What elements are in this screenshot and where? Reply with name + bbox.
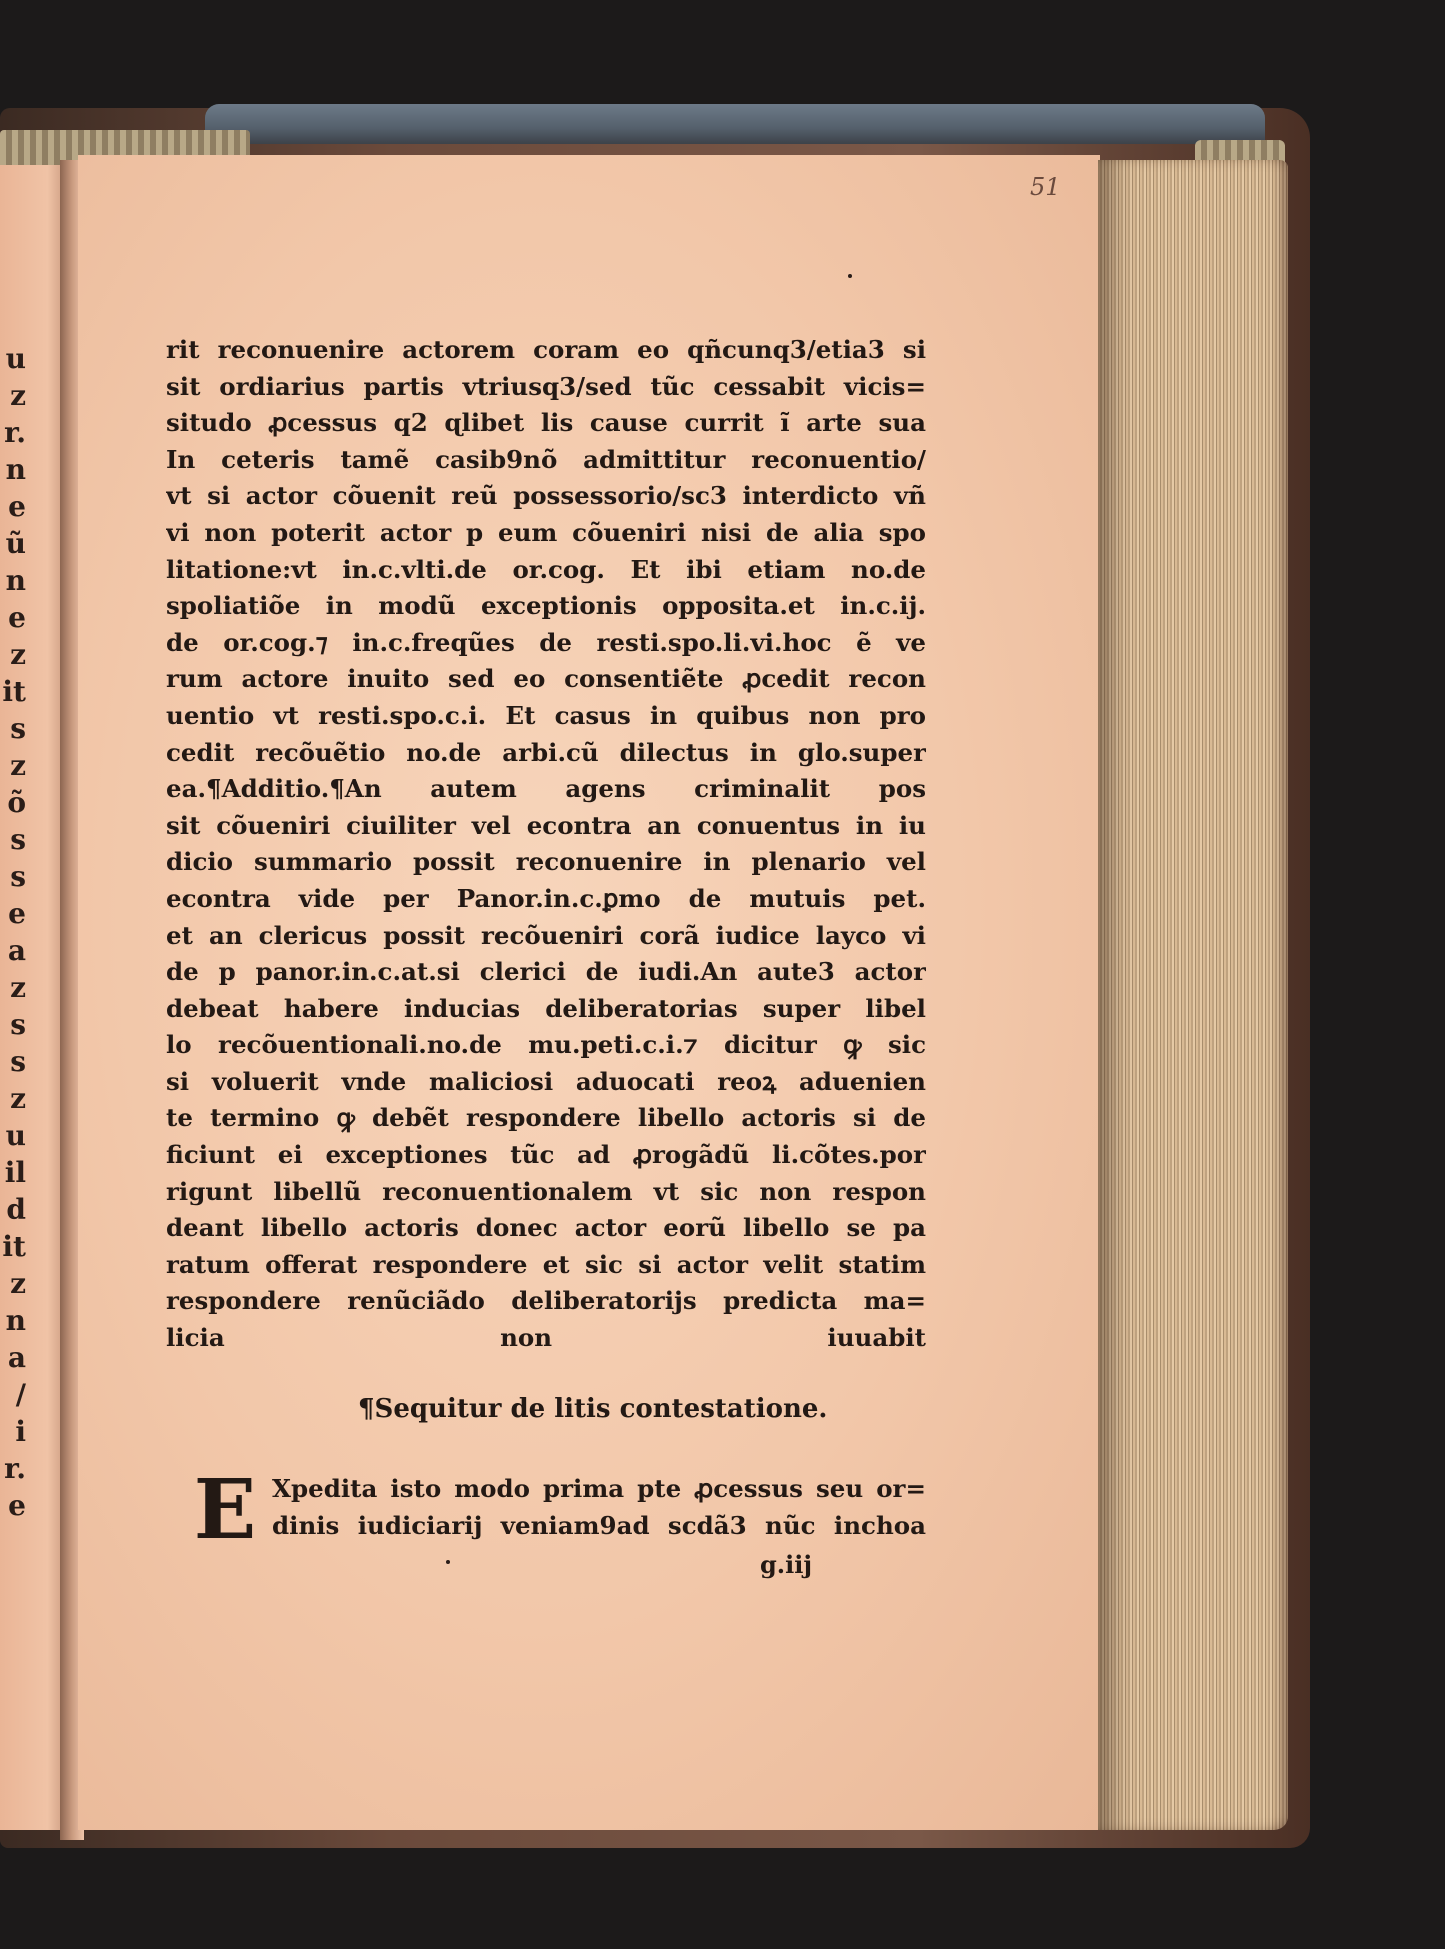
- text-line: rit reconuenire actorem coram eo qñcunq3/etia3 si: [166, 335, 926, 364]
- text-line: ficiunt ei exceptiones tũc ad ꝓrogãdũ li.cõtes.por: [166, 1140, 926, 1170]
- left-page-glyph: u: [5, 1119, 26, 1152]
- book-spine-top: [205, 104, 1265, 144]
- text-line: lo recõuentionali.no.de mu.peti.c.i.⁊ dicitur ꝙ sic: [166, 1030, 926, 1060]
- text-line: In ceteris tamẽ casib9nõ admittitur reconuentio/: [166, 444, 926, 474]
- left-page-glyph: s: [10, 860, 26, 893]
- left-page-glyph: a: [7, 1341, 26, 1374]
- left-page-glyph: z: [10, 749, 26, 782]
- left-page-glyph: r.: [4, 1452, 26, 1485]
- text-line: et an clericus possit recõueniri corã iudice layco vi: [166, 920, 926, 950]
- page-edges: [1098, 160, 1288, 1830]
- section-heading: ¶Sequitur de litis contestatione.: [358, 1394, 828, 1424]
- text-line: litatione:vt in.c.vlti.de or.cog. Et ibi etiam no.de: [166, 554, 926, 584]
- main-text-block: [166, 332, 926, 1357]
- left-page-glyph: e: [8, 897, 26, 930]
- text-line: de p panor.in.c.at.si clerici de iudi.An aute3 actor: [166, 957, 926, 987]
- left-page-glyph: d: [6, 1193, 26, 1226]
- text-line: ea.¶Additio.¶An autem agens criminalit pos: [166, 774, 926, 804]
- left-page-glyph: z: [10, 1082, 26, 1115]
- left-page-glyph: /: [15, 1378, 26, 1411]
- left-page-glyph: e: [8, 1489, 26, 1522]
- left-page-glyph: e: [8, 601, 26, 634]
- left-page-glyph: z: [10, 971, 26, 1004]
- left-page-glyph: il: [4, 1156, 26, 1189]
- left-page-glyph: u: [5, 342, 26, 375]
- text-line: licia non iuuabit: [166, 1323, 926, 1353]
- left-page-glyph: s: [10, 1045, 26, 1078]
- left-page-glyph: e: [8, 490, 26, 523]
- text-line: spoliatiõe in modũ exceptionis opposita.et in.c.ij.: [166, 591, 926, 621]
- text-line: debeat habere inducias deliberatorias super libel: [166, 993, 926, 1023]
- text-line: deant libello actoris donec actor eorũ libello se pa: [166, 1213, 926, 1243]
- folio-number: 51: [1030, 173, 1061, 201]
- opening-text: [272, 1470, 926, 1544]
- text-line: si voluerit vnde maliciosi aduocati reoꝝ aduenien: [166, 1066, 926, 1096]
- left-page-glyph: it: [2, 675, 26, 708]
- ink-speck: [446, 1560, 450, 1564]
- text-line: ratum offerat respondere et sic si actor velit statim: [166, 1249, 926, 1279]
- left-page-glyph: n: [5, 453, 26, 486]
- text-line: respondere renũciãdo deliberatorijs predicta ma=: [166, 1286, 926, 1316]
- opening-line: Xpedita isto modo prima pte ꝓcessus seu or=: [272, 1474, 926, 1503]
- left-page-glyph: a: [7, 934, 26, 967]
- text-line: uentio vt resti.spo.c.i. Et casus in quibus non pro: [166, 700, 926, 730]
- left-page-glyph: n: [5, 564, 26, 597]
- ink-speck: [848, 274, 852, 278]
- text-line: te termino ꝙ debẽt respondere libello actoris si de: [166, 1103, 926, 1133]
- left-page-glyph: it: [2, 1230, 26, 1263]
- left-page-glyph: i: [15, 1415, 26, 1448]
- left-page-glyph: ũ: [5, 527, 26, 560]
- left-page-glyph: s: [10, 1008, 26, 1041]
- opening-line: dinis iudiciarij veniam9ad scdã3 nũc inchoa: [272, 1511, 926, 1540]
- text-line: situdo ꝓcessus q2 ɋlibet lis cause currit ĩ arte sua: [166, 408, 926, 438]
- text-line: vi non poterit actor p eum cõueniri nisi de alia spo: [166, 517, 926, 547]
- signature-mark: g.iij: [760, 1550, 813, 1579]
- decorated-initial: E: [193, 1462, 257, 1558]
- left-page-glyph: n: [5, 1304, 26, 1337]
- text-line: rum actore inuito sed eo consentiẽte ꝓcedit recon: [166, 664, 926, 694]
- text-line: econtra vide per Panor.in.c.ꝑmo de mutuis pet.: [166, 883, 926, 913]
- left-page-glyph: z: [10, 638, 26, 671]
- text-line: sit cõueniri ciuiliter vel econtra an conuentus in iu: [166, 810, 926, 840]
- left-page-glyph: õ: [7, 786, 26, 819]
- text-line: sit ordiarius partis vtriusq3/sed tũc cessabit vicis=: [166, 371, 926, 401]
- text-line: dicio summario possit reconuenire in plenario vel: [166, 847, 926, 877]
- text-line: cedit recõuẽtio no.de arbi.cũ dilectus in glo.super: [166, 737, 926, 767]
- left-page-glyph: z: [10, 379, 26, 412]
- left-page-text-edge: [0, 340, 26, 1524]
- text-line: vt si actor cõuenit reũ possessorio/sc3 interdicto vñ: [166, 481, 926, 511]
- left-page-glyph: s: [10, 823, 26, 856]
- left-page-glyph: s: [10, 712, 26, 745]
- text-line: de or.cog.⁊ in.c.freqũes de resti.spo.li.vi.hoc ẽ ve: [166, 627, 926, 657]
- text-line: rigunt libellũ reconuentionalem vt sic non respon: [166, 1176, 926, 1206]
- left-page-glyph: z: [10, 1267, 26, 1300]
- left-page-glyph: r.: [4, 416, 26, 449]
